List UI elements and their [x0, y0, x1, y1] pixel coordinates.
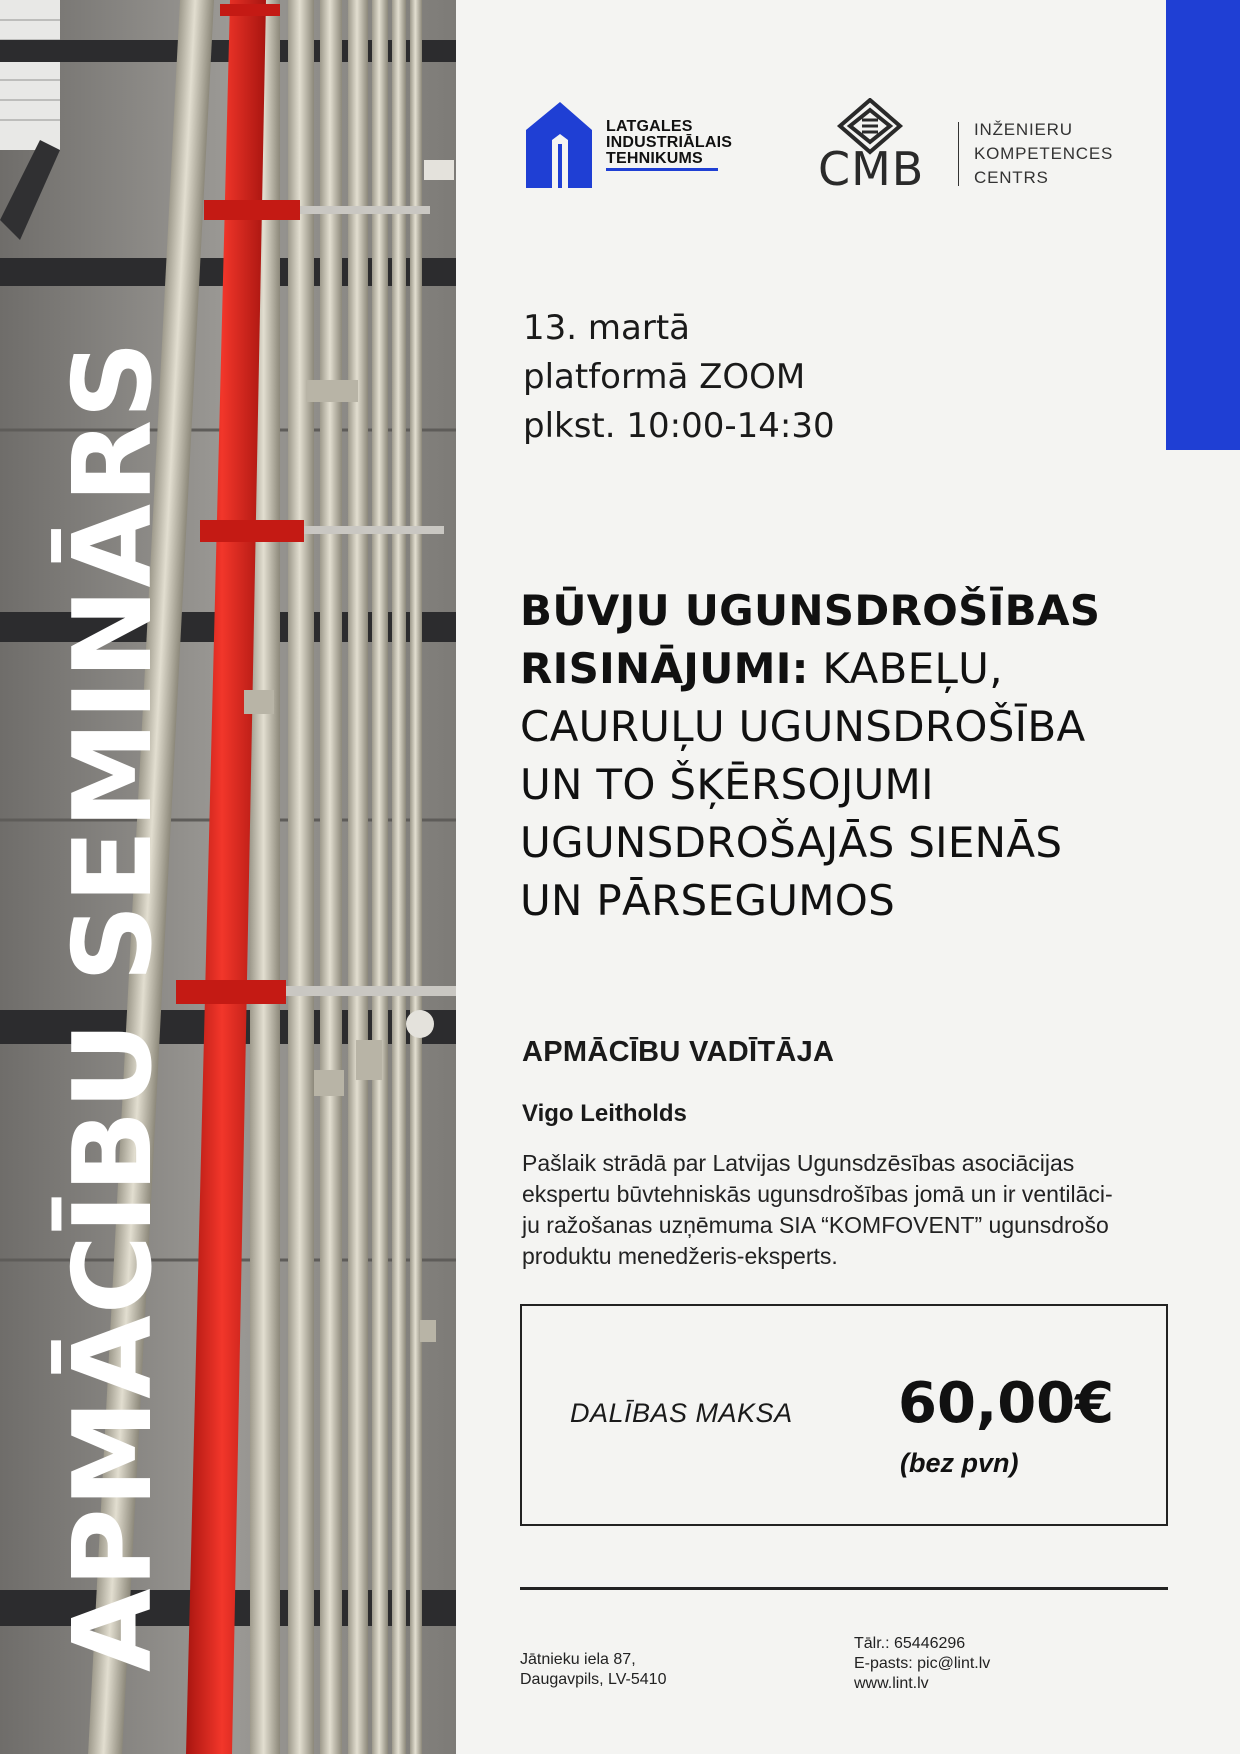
- price-value: 60,00€: [898, 1371, 1115, 1436]
- price-box: [520, 1304, 1168, 1526]
- accent-bar: [1166, 0, 1240, 450]
- bio-line-3: ju ražošanas uzņēmuma SIA “KOMFOVENT” ugunsdrošo: [522, 1212, 1109, 1238]
- lit-line-2: INDUSTRIĀLAIS: [606, 134, 733, 151]
- title-line-6: UN PĀRSEGUMOS: [520, 876, 896, 925]
- title-line-4: UN TO ŠĶĒRSOJUMI: [520, 760, 934, 809]
- footer-divider: [520, 1587, 1168, 1590]
- event-time: plkst. 10:00-14:30: [523, 406, 835, 446]
- cmb-sub-line-1: INŽENIERU: [974, 120, 1073, 139]
- footer-address: [520, 1650, 666, 1690]
- bio-line-1: Pašlaik strādā par Latvijas Ugunsdzēsības asociācijas: [522, 1150, 1075, 1176]
- instructor-name: Vigo Leitholds: [522, 1100, 687, 1127]
- price-label: DALĪBAS MAKSA: [570, 1398, 793, 1428]
- instructor-heading: APMĀCĪBU VADĪTĀJA: [522, 1036, 835, 1068]
- logo-latgales-tehnikums: [524, 100, 732, 190]
- lit-house-icon: [524, 100, 594, 190]
- lit-wordmark: [606, 119, 732, 171]
- cmb-sub-line-2: KOMPETENCES: [974, 144, 1114, 163]
- event-date: 13. martā: [523, 308, 690, 348]
- lit-underline: [606, 168, 718, 171]
- cmb-divider: [958, 122, 959, 186]
- title-line-5: UGUNSDROŠAJĀS SIENĀS: [520, 818, 1063, 867]
- event-platform: platformā ZOOM: [523, 357, 806, 397]
- contact-website[interactable]: www.lint.lv: [854, 1675, 929, 1692]
- title-line-2-rest: KABEĻU,: [808, 644, 1003, 693]
- seminar-title: [520, 582, 1140, 930]
- bio-line-2: ekspertu būvtehniskās ugunsdrošības jomā un ir ventilāci-: [522, 1181, 1113, 1207]
- lit-line-1: LATGALES: [606, 118, 693, 135]
- cmb-subtitle: [974, 118, 1113, 190]
- title-line-1-bold: BŪVJU UGUNSDROŠĪBAS: [520, 586, 1101, 635]
- contact-email[interactable]: E-pasts: pic@lint.lv: [854, 1655, 991, 1672]
- address-line-1: Jātnieku iela 87,: [520, 1651, 636, 1668]
- contact-phone: Tālr.: 65446296: [854, 1635, 966, 1652]
- cmb-sub-line-3: CENTRS: [974, 168, 1049, 187]
- title-line-1: [520, 582, 1140, 640]
- lit-line-3: TEHNIKUMS: [606, 150, 703, 167]
- title-line-3: CAURUĻU UGUNSDROŠĪBA: [520, 702, 1086, 751]
- address-line-2: Daugavpils, LV-5410: [520, 1671, 667, 1688]
- vertical-title: APMĀCĪBU SEMINĀRS: [51, 340, 176, 1672]
- title-line-2-bold: RISINĀJUMI:: [520, 644, 809, 693]
- price-note: (bez pvn): [900, 1448, 1019, 1478]
- cmb-wordmark: CMB: [818, 142, 925, 196]
- event-info: [523, 304, 835, 451]
- instructor-bio: [522, 1148, 1182, 1272]
- footer-contacts: [854, 1634, 990, 1694]
- pipes-photo: [0, 0, 456, 1754]
- title-line-2: [520, 640, 1140, 698]
- bio-line-4: produktu menedžeris-eksperts.: [522, 1243, 838, 1269]
